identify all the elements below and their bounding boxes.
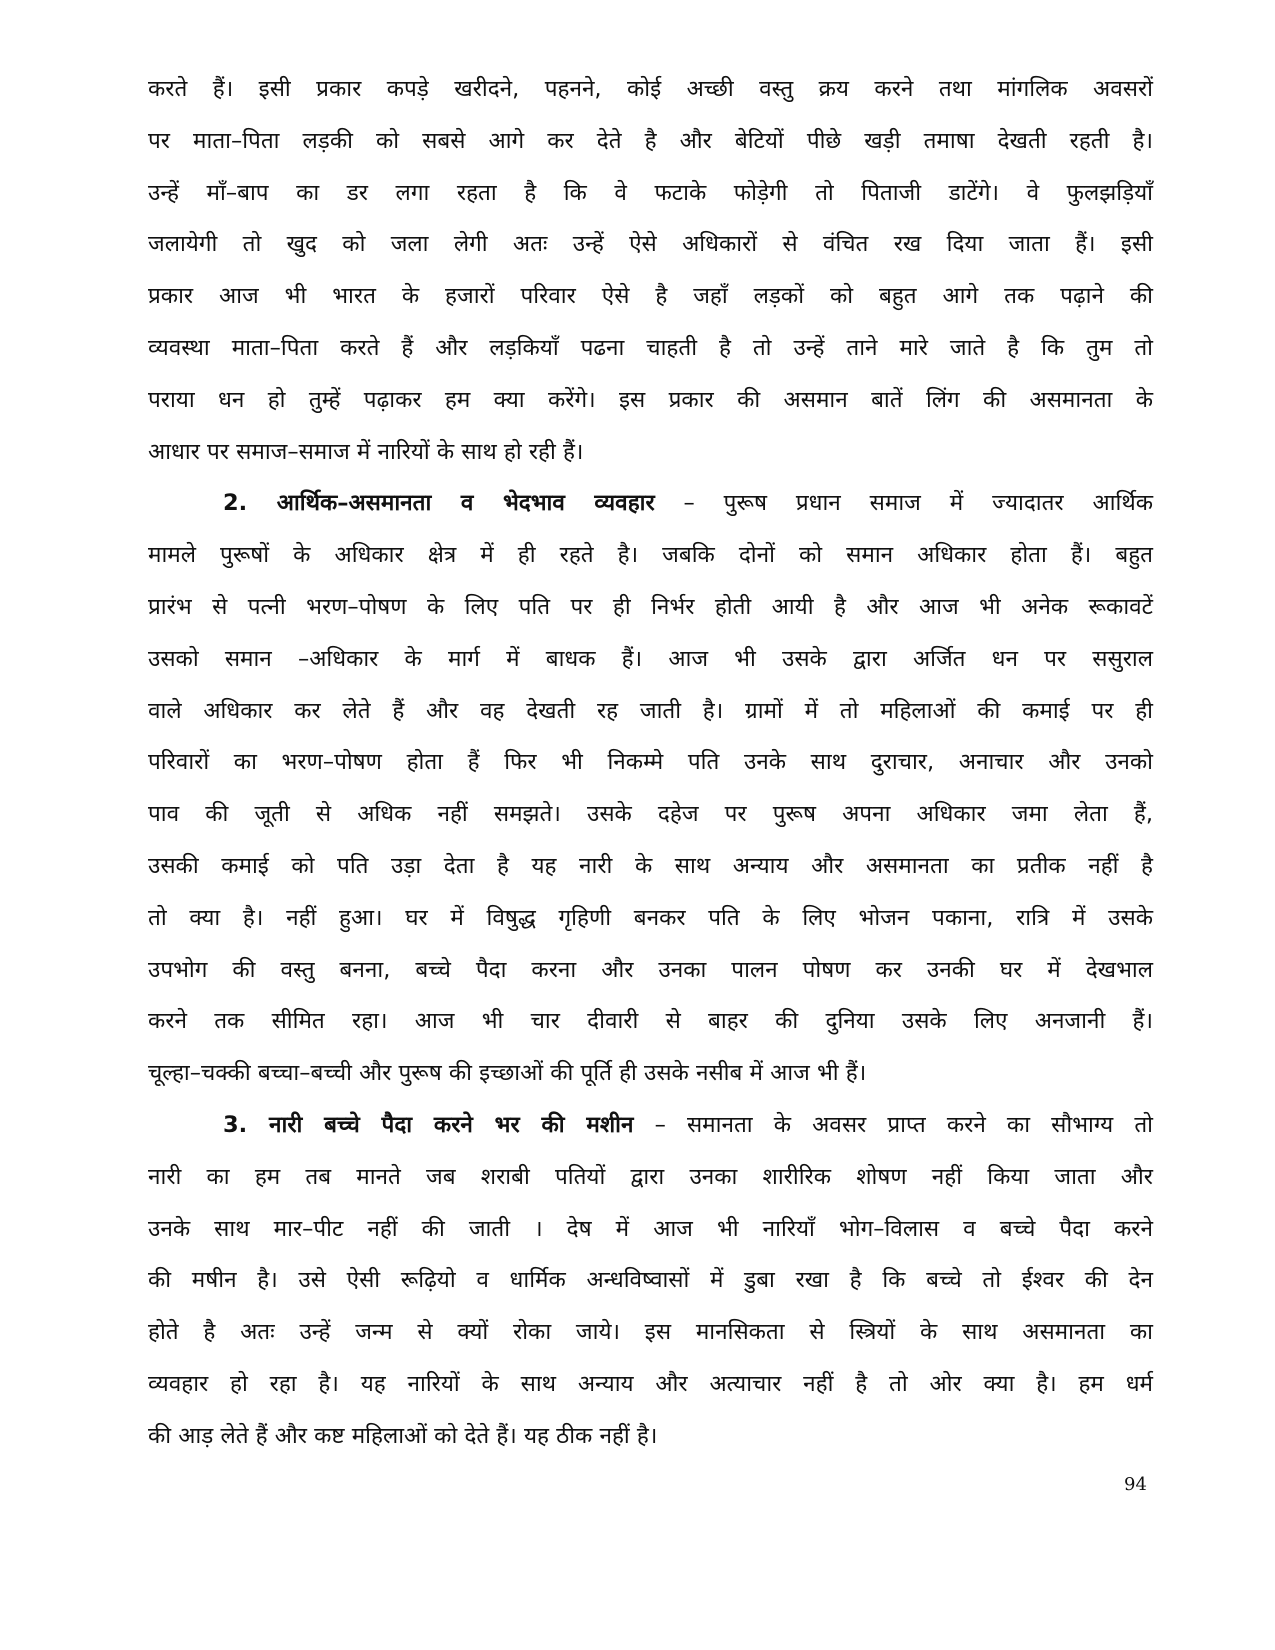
text-line: उनके साथ मार–पीट नहीं की जाती । देष में आज भी नारियाँ भोग–विलास व बच्चे पैदा करने xyxy=(148,1215,1153,1242)
text-line: तो क्या है। नहीं हुआ। घर में विषुद्ध गृहिणी बनकर पति के लिए भोजन पकाना, रात्रि में उसके xyxy=(148,904,1153,931)
text-line: करते हैं। इसी प्रकार कपड़े खरीदने, पहनने, कोई अच्छी वस्तु क्रय करने तथा मांगलिक अवसरों xyxy=(148,76,1153,102)
text-line: चूल्हा–चक्की बच्चा–बच्ची और पुरूष की इच्छाओं की पूर्ति ही उसके नसीब में आज भी हैं। xyxy=(148,1060,867,1087)
text-line: वाले अधिकार कर लेते हैं और वह देखती रह जाती है। ग्रामों में तो महिलाओं की कमाई पर ही xyxy=(148,697,1153,724)
text-line: व्यवस्था माता–पिता करते हैं और लड़कियाँ पढना चाहती है तो उन्हें ताने मारे जाते है कि तुम तो xyxy=(148,334,1153,361)
text-line-first xyxy=(148,478,1153,530)
text-line: जलायेगी तो खुद को जला लेगी अतः उन्हें ऐसे अधिकारों से वंचित रख दिया जाता हैं। इसी xyxy=(148,231,1153,258)
text-line: उन्हें माँ–बाप का डर लगा रहता है कि वे फटाके फोड़ेगी तो पिताजी डाटेंगे। वे फुलझड़ियाँ xyxy=(148,179,1153,206)
text-line: की मषीन है। उसे ऐसी रूढ़ियो व धार्मिक अन्धविष्वासों में डुबा रखा है कि बच्चे तो ईश्वर की देन xyxy=(148,1267,1153,1294)
text-line: पर माता–पिता लड़की को सबसे आगे कर देते है और बेटियों पीछे खड़ी तमाषा देखती रहती है। xyxy=(148,127,1153,154)
text-line: पाव की जूती से अधिक नहीं समझते। उसके दहेज पर पुरूष अपना अधिकार जमा लेता हैं, xyxy=(148,801,1153,828)
text-line: प्रारंभ से पत्नी भरण–पोषण के लिए पति पर ही निर्भर होती आयी है और आज भी अनेक रूकावटें xyxy=(148,593,1153,620)
text-line: परिवारों का भरण–पोषण होता हैं फिर भी निकम्मे पति उनके साथ दुराचार, अनाचार और उनको xyxy=(148,749,1153,776)
page-number: 94 xyxy=(1124,1474,1147,1495)
text-line: प्रकार आज भी भारत के हजारों परिवार ऐसे है जहाँ लड़कों को बहुत आगे तक पढ़ाने की xyxy=(148,283,1153,310)
text-line: उसको समान –अधिकार के मार्ग में बाधक हैं। आज भी उसके द्वारा अर्जित धन पर ससुराल xyxy=(148,645,1153,672)
text-line: होते है अतः उन्हें जन्म से क्यों रोका जाये। इस मानसिकता से स्त्रियों के साथ असमानता का xyxy=(148,1319,1153,1346)
text-line-first xyxy=(148,1100,1153,1152)
text-line: नारी का हम तब मानते जब शराबी पतियों द्वारा उनका शारीरिक शोषण नहीं किया जाता और xyxy=(148,1163,1153,1190)
text-line: पराया धन हो तुम्हें पढ़ाकर हम क्या करेंगे। इस प्रकार की असमान बातें लिंग की असमानता के xyxy=(148,386,1153,413)
section-heading-economic-inequality: 2. आर्थिक–असमानता व भेदभाव व्यवहार xyxy=(223,490,655,517)
text-line: की आड़ लेते हैं और कष्ट महिलाओं को देते हैं। यह ठीक नहीं है। xyxy=(148,1422,658,1449)
section-heading-child-bearing-machine: 3. नारी बच्चे पैदा करने भर की मशीन xyxy=(223,1111,634,1138)
paragraph-1 xyxy=(148,64,1153,478)
text-line: आधार पर समाज–समाज में नारियों के साथ हो रही हैं। xyxy=(148,438,584,465)
text-line: उपभोग की वस्तु बनना, बच्चे पैदा करना और उनका पालन पोषण कर उनकी घर में देखभाल xyxy=(148,956,1153,983)
text-line: मामले पुरूषों के अधिकार क्षेत्र में ही रहते है। जबकि दोनों को समान अधिकार होता हैं। बहुत xyxy=(148,542,1153,569)
text-line: व्यवहार हो रहा है। यह नारियों के साथ अन्याय और अत्याचार नहीं है तो ओर क्या है। हम धर्म xyxy=(148,1370,1153,1397)
text-line: उसकी कमाई को पति उड़ा देता है यह नारी के साथ अन्याय और असमानता का प्रतीक नहीं है xyxy=(148,852,1153,879)
text-line: करने तक सीमित रहा। आज भी चार दीवारी से बाहर की दुनिया उसके लिए अनजानी हैं। xyxy=(148,1008,1153,1035)
heading-continuation: – समानता के अवसर प्राप्त करने का सौभाग्य तो xyxy=(633,1111,1153,1138)
heading-continuation: – पुरूष प्रधान समाज में ज्यादातर आर्थिक xyxy=(654,490,1153,517)
paragraph-3 xyxy=(148,1100,1153,1463)
document-body xyxy=(148,64,1153,1463)
paragraph-2 xyxy=(148,478,1153,1100)
